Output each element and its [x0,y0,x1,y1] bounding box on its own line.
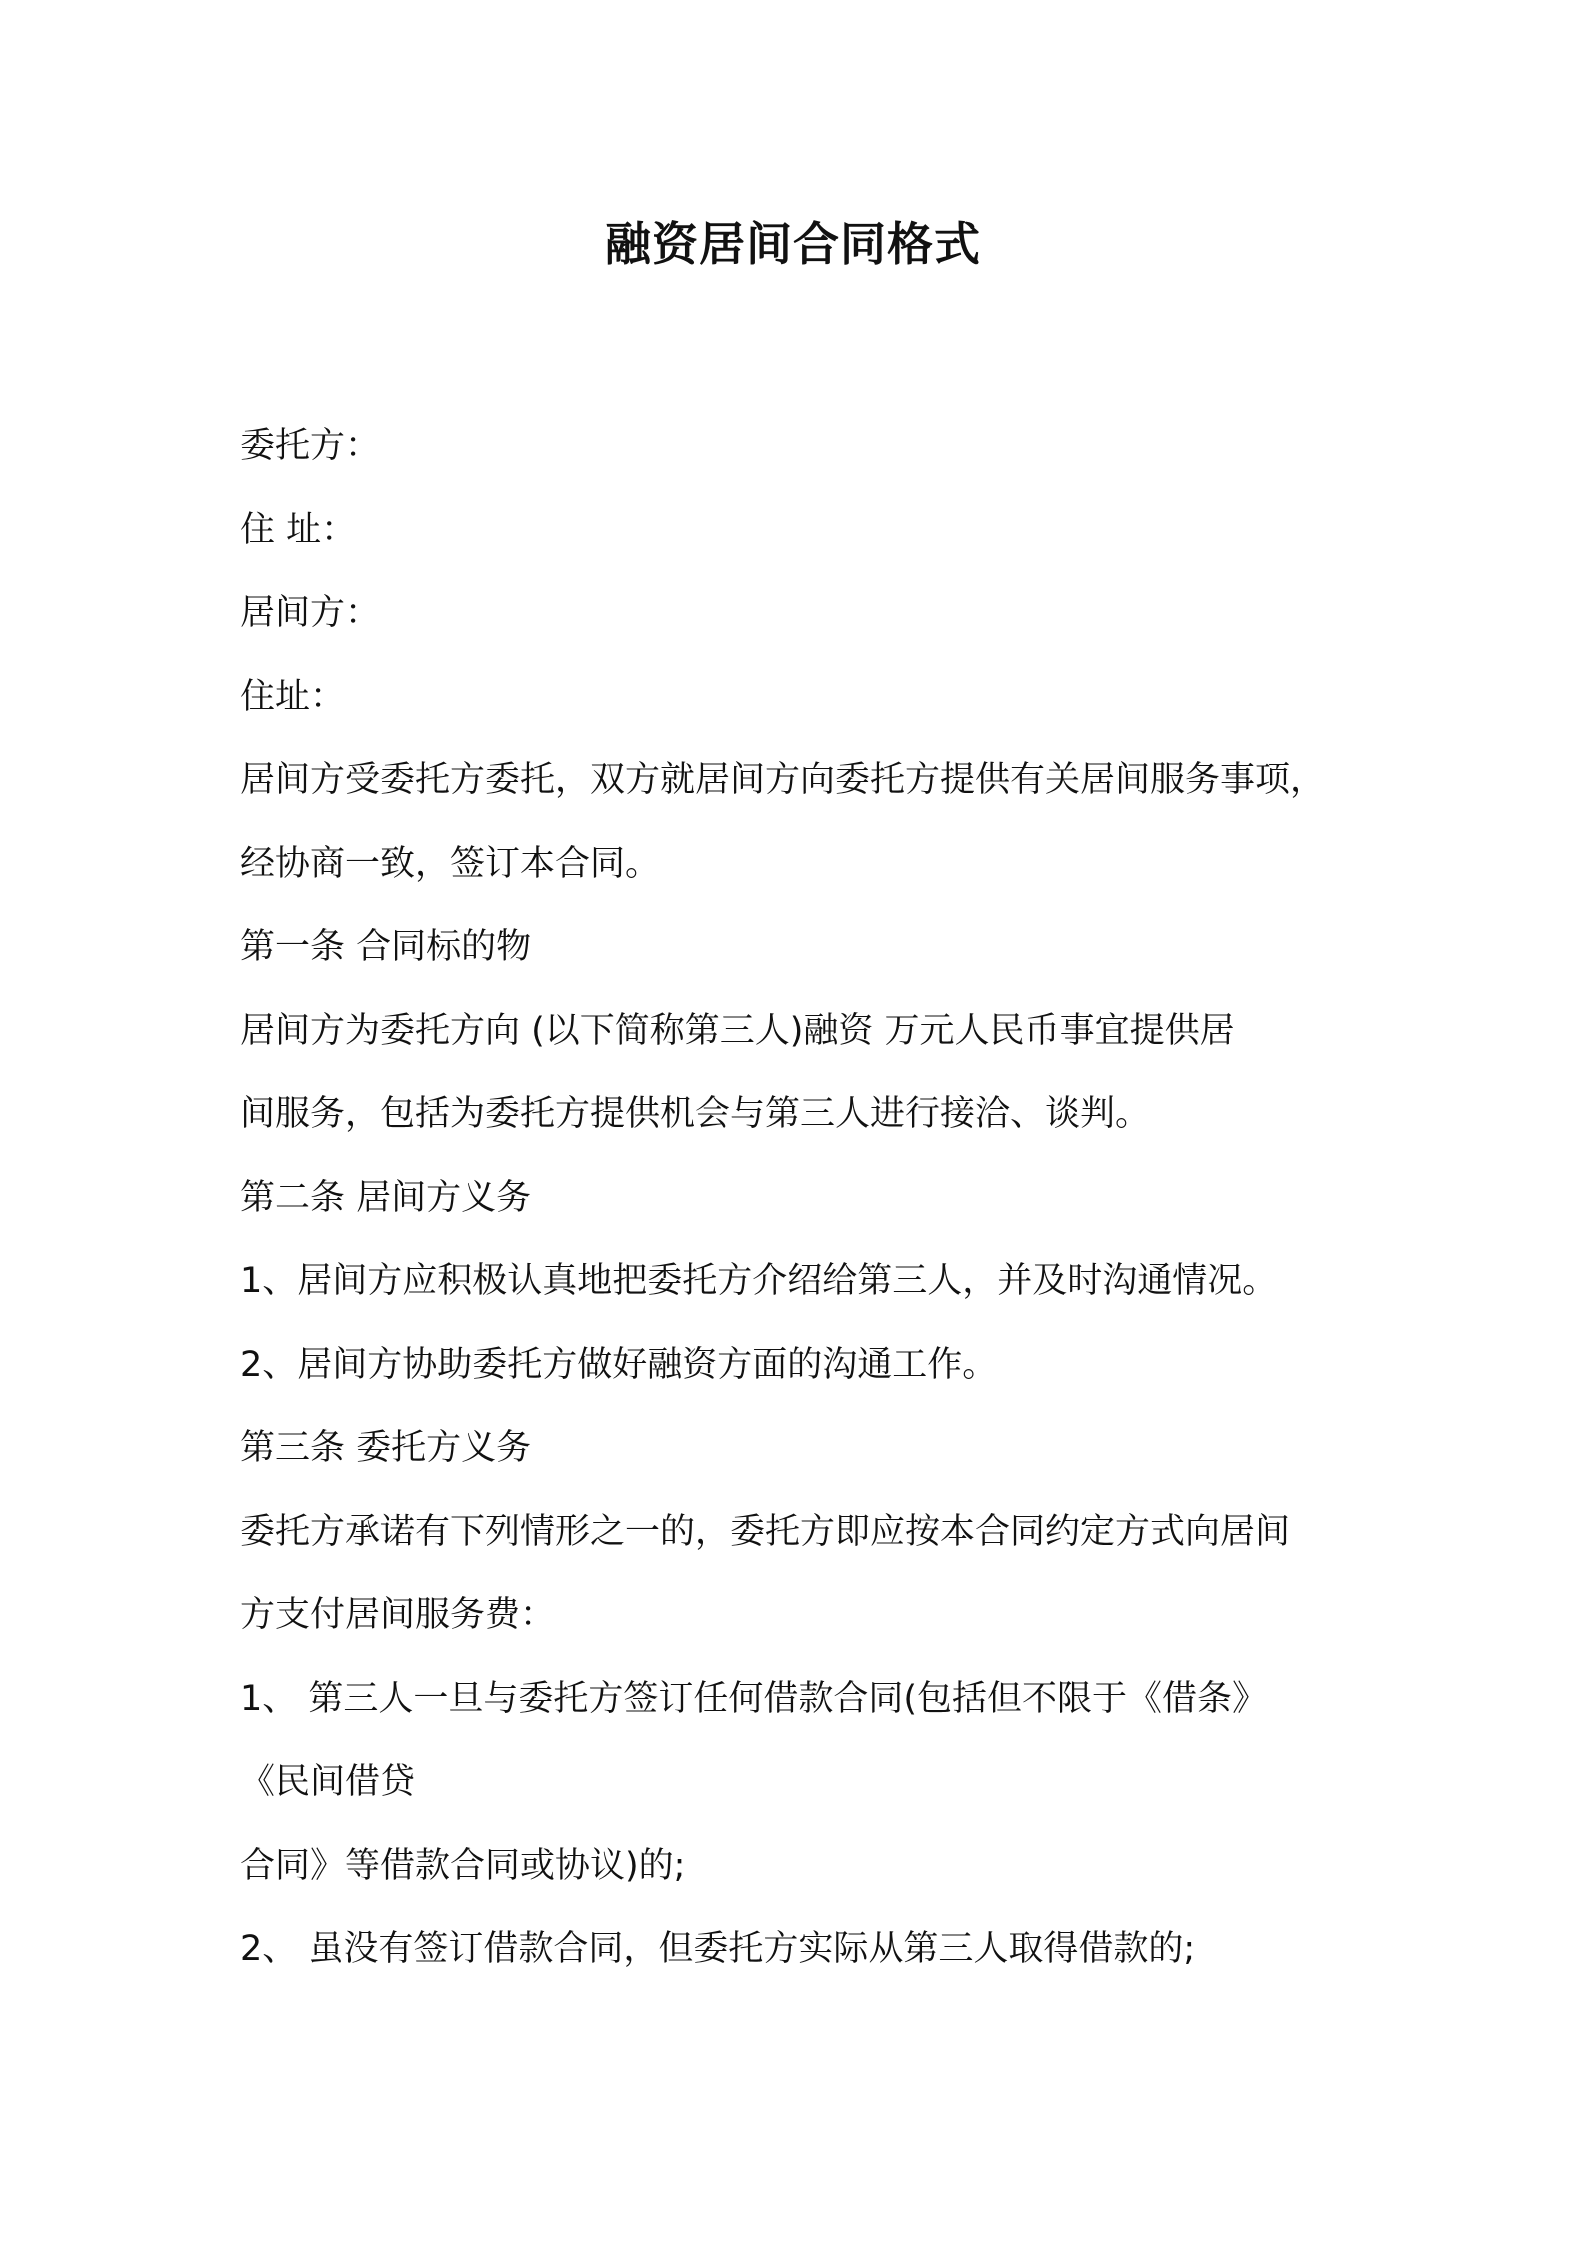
preamble-line-2: 经协商一致，签订本合同。 [240,843,661,884]
party-b-address-label: 住址： [240,676,346,717]
document-body [240,405,1370,1992]
article-2-item-2: 2、居间方协助委托方做好融资方面的沟通工作。 [240,1344,998,1385]
article-2-heading: 第二条 居间方义务 [240,1177,532,1218]
article-1-heading: 第一条 合同标的物 [240,927,532,967]
article-3-heading: 第三条 委托方义务 [240,1428,532,1468]
party-a-label: 委托方： [240,426,381,466]
party-b-label: 居间方： [240,593,381,633]
article-3-line-1: 委托方承诺有下列情形之一的，委托方即应按本合同约定方式向居间 [240,1511,1291,1552]
article-3-line-2: 方支付居间服务费： [240,1595,556,1635]
preamble-line-1: 居间方受委托方委托，双方就居间方向委托方提供有关居间服务事项， [240,760,1326,800]
document-title: 融资居间合同格式 [605,217,981,271]
article-1-line-2: 间服务，包括为委托方提供机会与第三人进行接洽、谈判。 [240,1094,1151,1134]
article-3-item-1-line-2: 《民间借贷 [240,1762,416,1802]
article-2-item-1: 1、居间方应积极认真地把委托方介绍给第三人，并及时沟通情况。 [240,1261,1278,1301]
article-3-item-1-line-1: 1、 第三人一旦与委托方签订任何借款合同(包括但不限于《借条》 [240,1678,1268,1719]
article-3-item-1-line-3: 合同》等借款合同或协议)的; [240,1845,686,1886]
article-1-line-1: 居间方为委托方向 (以下简称第三人)融资 万元人民币事宜提供居 [240,1010,1235,1051]
article-3-item-2: 2、 虽没有签订借款合同，但委托方实际从第三人取得借款的; [240,1929,1196,1969]
party-a-address-label: 住 址： [240,509,357,550]
